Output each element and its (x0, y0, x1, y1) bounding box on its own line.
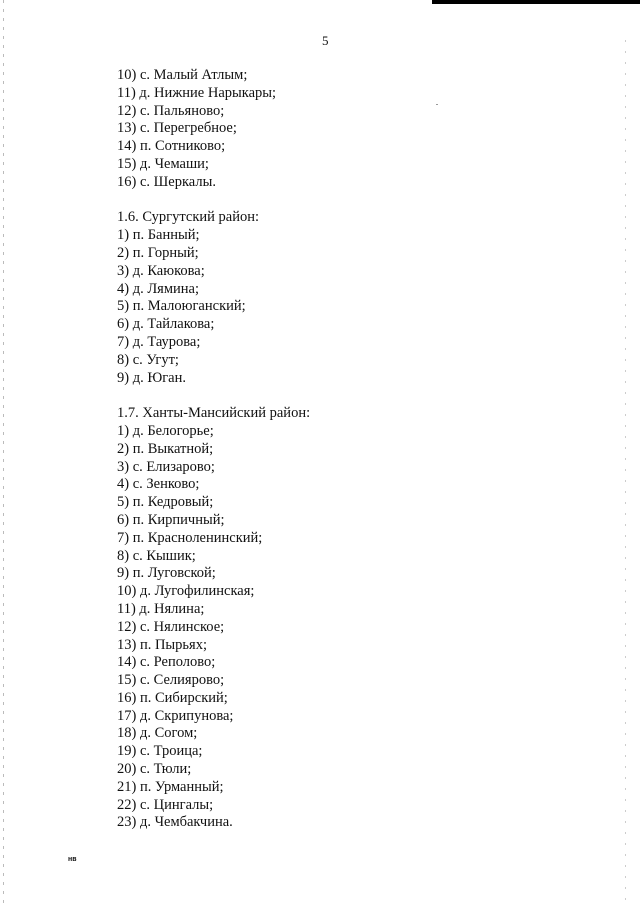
document-body (117, 67, 577, 832)
list-item: 8) с. Угут; (117, 351, 179, 368)
list-item: 4) д. Лямина; (117, 280, 199, 297)
list-item: 5) п. Кедровый; (117, 494, 214, 511)
list-item: 19) с. Троица; (117, 743, 203, 760)
list-item: 9) п. Луговской; (117, 565, 216, 582)
list-item: 14) п. Сотниково; (117, 138, 226, 155)
section-heading: 1.7. Ханты-Мансийский район: (117, 405, 311, 422)
list-item: 13) п. Пырьях; (117, 636, 207, 653)
list-item: 7) п. Красноленинский; (117, 529, 263, 546)
list-item: 16) с. Шеркалы. (117, 173, 216, 190)
list-item: 2) п. Выкатной; (117, 440, 214, 457)
scan-top-bar (432, 0, 640, 4)
list-item: 17) д. Скрипунова; (117, 707, 234, 724)
list-continuation (117, 67, 577, 192)
list-item: 16) п. Сибирский; (117, 689, 228, 706)
list-item: 5) п. Малоюганский; (117, 298, 246, 315)
list-item: 6) п. Кирпичный; (117, 511, 225, 528)
list-item: 22) с. Цингалы; (117, 796, 214, 813)
list-item: 9) д. Юган. (117, 369, 187, 386)
spacer (117, 387, 577, 405)
list-item: 15) д. Чемаши; (117, 155, 209, 172)
section-heading: 1.6. Сургутский район: (117, 209, 260, 226)
list-item: 7) д. Таурова; (117, 333, 201, 350)
scan-left-edge (3, 0, 4, 905)
list-item: 10) д. Лугофилинская; (117, 583, 255, 600)
list-item: 12) с. Пальяново; (117, 102, 225, 119)
list-item: 14) с. Реполово; (117, 654, 216, 671)
section-khanty-mansiysk (117, 405, 577, 832)
footer-initials: нв (68, 856, 77, 863)
list-item: 8) с. Кышик; (117, 547, 196, 564)
list-item: 21) п. Урманный; (117, 778, 224, 795)
list-item: 13) с. Перегребное; (117, 120, 237, 137)
page-number: 5 (322, 33, 329, 48)
list-item: 4) с. Зенково; (117, 476, 200, 493)
list-item: 6) д. Тайлакова; (117, 316, 215, 333)
list-item: 11) д. Нижние Нарыкары; (117, 84, 277, 101)
list-item: 1) д. Белогорье; (117, 422, 214, 439)
spacer (117, 192, 577, 210)
list-item: 23) д. Чембакчина. (117, 814, 233, 831)
list-item: 1) п. Банный; (117, 227, 200, 244)
list-item: 11) д. Нялина; (117, 600, 205, 617)
list-item: 2) п. Горный; (117, 244, 199, 261)
list-item: 20) с. Тюли; (117, 761, 192, 778)
list-item: 15) с. Селиярово; (117, 672, 225, 689)
list-item: 3) д. Каюкова; (117, 262, 205, 279)
scan-right-edge (625, 40, 626, 900)
list-item: 3) с. Елизарово; (117, 458, 215, 475)
list-item: 18) д. Согом; (117, 725, 198, 742)
section-surgut (117, 209, 577, 387)
list-item: 12) с. Нялинское; (117, 618, 225, 635)
list-item: 10) с. Малый Атлым; (117, 67, 248, 83)
